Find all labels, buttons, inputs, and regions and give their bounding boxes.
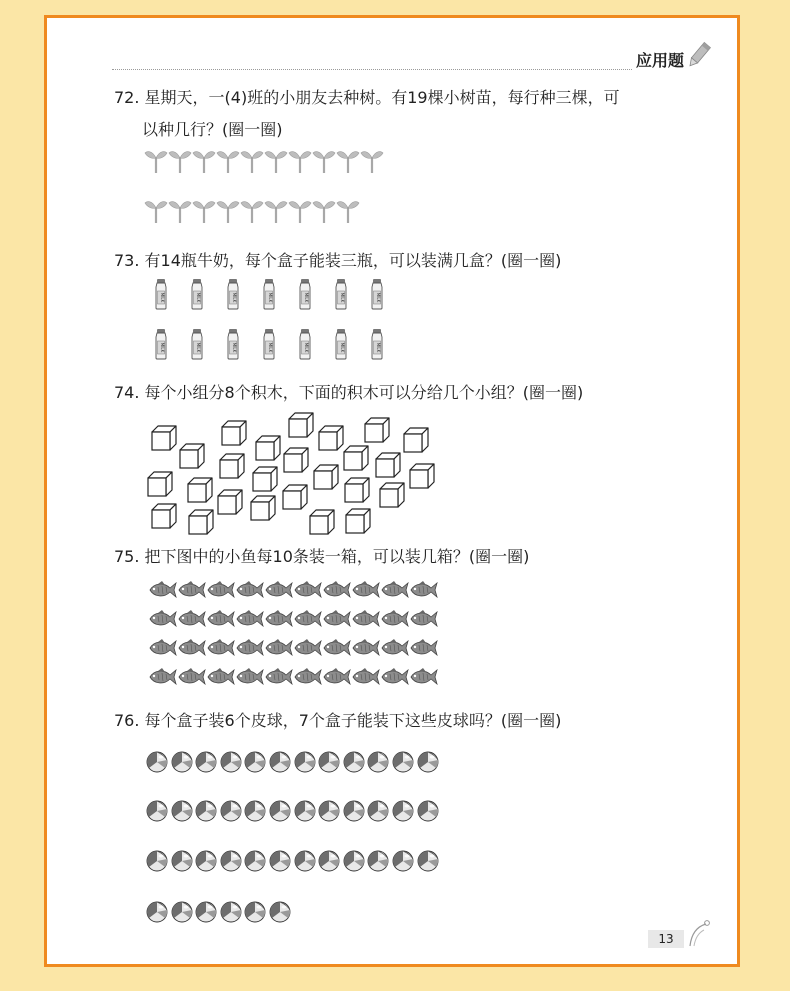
question-text-line1: 把下图中的小鱼每10条装一箱，可以装几箱？(圈一圈)	[144, 547, 530, 566]
fish-icon	[351, 580, 380, 600]
milk-bottle-icon	[190, 328, 226, 360]
ball-icon	[171, 850, 196, 872]
fish-icon	[206, 667, 235, 687]
ball-icon	[367, 800, 392, 822]
fish-icon	[148, 580, 177, 600]
fish-row	[148, 638, 438, 658]
milk-bottle-icon	[226, 328, 262, 360]
ball-icon	[195, 901, 220, 923]
fish-icon	[351, 667, 380, 687]
milk-bottle-icon	[262, 328, 298, 360]
milk-bottle-icon	[370, 328, 406, 360]
ball-icon	[417, 751, 442, 773]
cube-icon	[317, 424, 345, 452]
fish-icon	[409, 638, 438, 658]
ball-icon	[269, 800, 294, 822]
fish-icon	[380, 580, 409, 600]
svg-text:MILK: MILK	[232, 342, 237, 353]
cube-icon	[281, 483, 309, 511]
fish-icon	[409, 609, 438, 629]
cube-icon	[344, 507, 372, 535]
cube-icon	[146, 470, 174, 498]
cube-icon	[249, 494, 277, 522]
milk-row	[154, 328, 406, 360]
ball-icon	[195, 800, 220, 822]
cube-icon	[218, 452, 246, 480]
milk-bottle-icon	[370, 278, 406, 310]
cube-icon	[220, 419, 248, 447]
fish-icon	[148, 609, 177, 629]
fish-icon	[177, 667, 206, 687]
svg-text:MILK: MILK	[376, 292, 381, 303]
svg-text:MILK: MILK	[304, 292, 309, 303]
svg-text:MILK: MILK	[268, 292, 273, 303]
ball-icon	[146, 751, 171, 773]
cube-icon	[342, 444, 370, 472]
ball-icon	[146, 901, 171, 923]
question-number: 74.	[114, 383, 140, 402]
ball-icon	[269, 850, 294, 872]
fish-icon	[264, 667, 293, 687]
ball-icon	[220, 800, 245, 822]
seedling-row	[144, 146, 384, 174]
fish-icon	[380, 609, 409, 629]
page-header	[112, 46, 712, 72]
seedling-icon	[240, 146, 264, 174]
question-text-line2: 以种几行？(圈一圈)	[142, 120, 283, 139]
ball-icon	[318, 751, 343, 773]
seedling-icon	[288, 146, 312, 174]
ball-icon	[294, 850, 319, 872]
ball-icon	[171, 901, 196, 923]
fish-icon	[409, 580, 438, 600]
section-title: 应用题	[635, 51, 684, 70]
ball-icon	[318, 800, 343, 822]
ball-icon	[417, 800, 442, 822]
question-73	[114, 245, 561, 277]
cube-icon	[312, 463, 340, 491]
fish-icon	[206, 638, 235, 658]
question-text-line1: 每个盒子装6个皮球，7个盒子能装下这些皮球吗？(圈一圈)	[144, 711, 562, 730]
question-number: 73.	[114, 251, 140, 270]
ball-icon	[343, 800, 368, 822]
cube-icon	[186, 476, 214, 504]
milk-bottle-icon	[154, 328, 190, 360]
fish-icon	[322, 667, 351, 687]
fish-icon	[293, 638, 322, 658]
fish-icon	[380, 638, 409, 658]
svg-text:MILK: MILK	[232, 292, 237, 303]
ball-icon	[417, 850, 442, 872]
cube-icon	[408, 462, 436, 490]
cube-icon	[378, 481, 406, 509]
seedling-icon	[192, 196, 216, 224]
cube-icon	[150, 502, 178, 530]
fish-icon	[264, 638, 293, 658]
cube-icon	[178, 442, 206, 470]
seedling-icon	[336, 146, 360, 174]
fish-icon	[235, 580, 264, 600]
fish-icon	[264, 580, 293, 600]
ball-icon	[318, 850, 343, 872]
cube-icon	[150, 424, 178, 452]
ball-icon	[392, 800, 417, 822]
svg-text:MILK: MILK	[304, 342, 309, 353]
cube-icon	[308, 508, 336, 536]
ball-icon	[244, 850, 269, 872]
svg-text:MILK: MILK	[268, 342, 273, 353]
fish-icon	[351, 609, 380, 629]
milk-row	[154, 278, 406, 310]
svg-text:MILK: MILK	[196, 292, 201, 303]
seedling-icon	[288, 196, 312, 224]
page-number: 13	[648, 930, 684, 948]
seedling-icon	[360, 146, 384, 174]
seedling-icon	[216, 146, 240, 174]
cube-icon	[343, 476, 371, 504]
question-72	[114, 82, 620, 146]
milk-bottle-icon	[226, 278, 262, 310]
ball-icon	[392, 850, 417, 872]
fish-icon	[177, 638, 206, 658]
question-76	[114, 705, 561, 737]
fish-icon	[177, 609, 206, 629]
question-number: 76.	[114, 711, 140, 730]
fish-icon	[235, 667, 264, 687]
svg-text:MILK: MILK	[196, 342, 201, 353]
seedling-icon	[192, 146, 216, 174]
milk-bottle-icon	[298, 328, 334, 360]
ball-icon	[343, 850, 368, 872]
fish-icon	[380, 667, 409, 687]
ball-icon	[294, 751, 319, 773]
milk-bottle-icon	[190, 278, 226, 310]
ball-row	[146, 800, 441, 822]
ball-icon	[146, 850, 171, 872]
cube-icon	[363, 416, 391, 444]
seedling-icon	[240, 196, 264, 224]
fish-icon	[351, 638, 380, 658]
cube-icon	[287, 411, 315, 439]
cube-icon	[254, 434, 282, 462]
question-number: 72.	[114, 88, 140, 107]
ball-icon	[392, 751, 417, 773]
milk-bottle-icon	[334, 328, 370, 360]
ball-row	[146, 751, 441, 773]
question-74	[114, 377, 583, 409]
fish-icon	[264, 609, 293, 629]
fish-row	[148, 580, 438, 600]
question-text-line1: 有14瓶牛奶，每个盒子能装三瓶，可以装满几盒？(圈一圈)	[144, 251, 562, 270]
cube-icon	[251, 465, 279, 493]
cube-icon	[402, 426, 430, 454]
seedling-icon	[168, 196, 192, 224]
cube-icon	[187, 508, 215, 536]
fish-icon	[322, 580, 351, 600]
seedling-icon	[264, 196, 288, 224]
ball-icon	[244, 751, 269, 773]
fish-row	[148, 667, 438, 687]
ball-icon	[220, 850, 245, 872]
ball-icon	[220, 751, 245, 773]
question-75	[114, 541, 529, 573]
ball-icon	[294, 800, 319, 822]
ball-icon	[269, 901, 294, 923]
question-number: 75.	[114, 547, 140, 566]
svg-text:MILK: MILK	[340, 342, 345, 353]
milk-bottle-icon	[298, 278, 334, 310]
ball-icon	[171, 751, 196, 773]
ball-icon	[269, 751, 294, 773]
seedling-icon	[264, 146, 288, 174]
fish-icon	[293, 667, 322, 687]
seedling-icon	[216, 196, 240, 224]
swoosh-icon	[686, 918, 710, 948]
svg-text:MILK: MILK	[340, 292, 345, 303]
ball-icon	[244, 901, 269, 923]
seedling-icon	[312, 146, 336, 174]
seedling-row	[144, 196, 360, 224]
ball-row	[146, 850, 441, 872]
seedling-icon	[336, 196, 360, 224]
cube-icon	[282, 446, 310, 474]
milk-bottle-icon	[262, 278, 298, 310]
fish-icon	[177, 580, 206, 600]
ball-icon	[195, 850, 220, 872]
ball-icon	[367, 751, 392, 773]
ball-icon	[146, 800, 171, 822]
ball-icon	[195, 751, 220, 773]
svg-text:MILK: MILK	[160, 342, 165, 353]
svg-text:MILK: MILK	[376, 342, 381, 353]
fish-icon	[206, 609, 235, 629]
cube-icon	[374, 451, 402, 479]
fish-icon	[235, 609, 264, 629]
fish-icon	[322, 638, 351, 658]
ball-icon	[343, 751, 368, 773]
fish-icon	[148, 638, 177, 658]
fish-icon	[235, 638, 264, 658]
fish-row	[148, 609, 438, 629]
seedling-icon	[144, 196, 168, 224]
ball-icon	[220, 901, 245, 923]
fish-icon	[409, 667, 438, 687]
ball-icon	[367, 850, 392, 872]
seedling-icon	[144, 146, 168, 174]
ball-icon	[244, 800, 269, 822]
fish-icon	[148, 667, 177, 687]
seedling-icon	[168, 146, 192, 174]
fish-icon	[293, 609, 322, 629]
question-text-line1: 每个小组分8个积木，下面的积木可以分给几个小组？(圈一圈)	[144, 383, 584, 402]
ball-icon	[171, 800, 196, 822]
milk-bottle-icon	[334, 278, 370, 310]
ball-row	[146, 901, 294, 923]
milk-bottle-icon	[154, 278, 190, 310]
seedling-icon	[312, 196, 336, 224]
header-dotted-line	[112, 69, 632, 70]
question-text-line1: 星期天，一(4)班的小朋友去种树。有19棵小树苗，每行种三棵，可	[144, 88, 620, 107]
pencil-icon	[686, 40, 712, 70]
fish-icon	[322, 609, 351, 629]
fish-icon	[293, 580, 322, 600]
cube-icon	[216, 488, 244, 516]
svg-text:MILK: MILK	[160, 292, 165, 303]
fish-icon	[206, 580, 235, 600]
